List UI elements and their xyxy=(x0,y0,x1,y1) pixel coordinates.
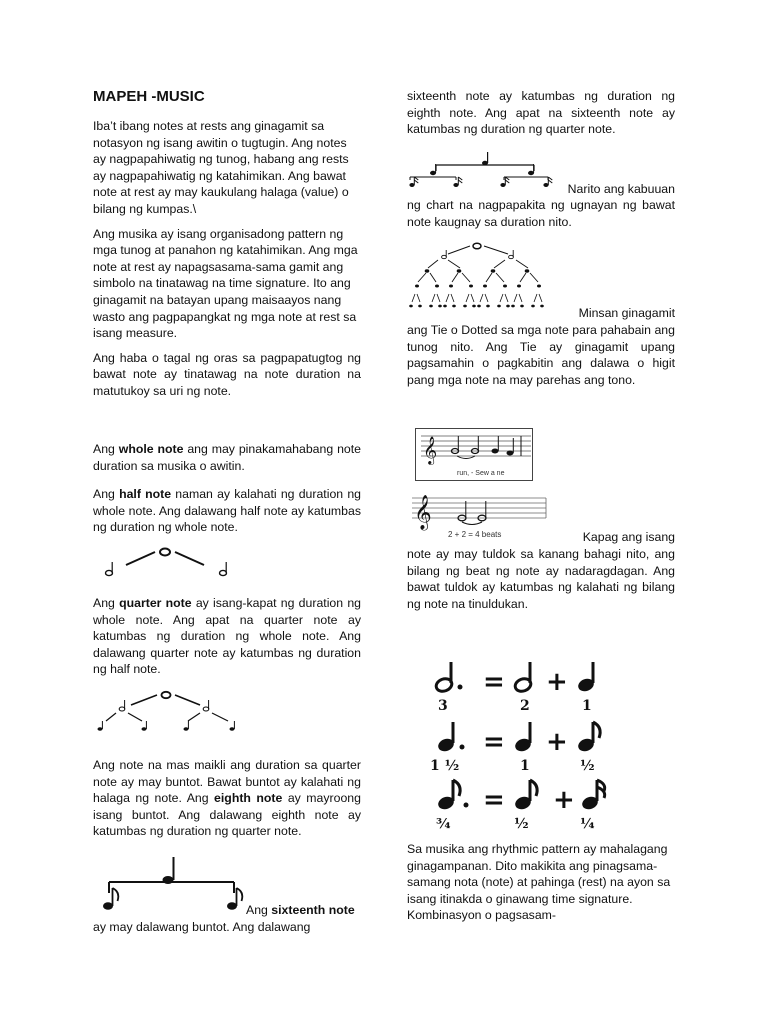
svg-text:𝄞: 𝄞 xyxy=(414,495,432,530)
beats-caption: 2 + 2 = 4 beats xyxy=(448,530,502,539)
sixteenth-note-intro: Ang sixteenth note xyxy=(246,903,355,917)
note-duration-tree-diagram xyxy=(408,240,558,315)
svg-text:+: + xyxy=(546,667,568,697)
half-note-paragraph: Ang half note naman ay kalahati ng duration ng whole note. Ang dalawang half note ay katumbas ng duration ng whole note. xyxy=(93,487,361,535)
eq3-value-a: ¾ xyxy=(436,816,451,832)
eq2-value-b: 1 xyxy=(520,758,530,774)
svg-text:+: + xyxy=(546,727,568,757)
dotted-note-paragraph: note ay may tuldok sa kanang bahagi nito, ang bilang ng beat ng note ay nadaragdagan. Ang bawat tuldok ay katumbas ng kalahati ng bilang ng note na tinuldukan. xyxy=(407,547,675,611)
tie-staff-figure xyxy=(415,428,535,482)
equation-dotted-half xyxy=(434,662,595,714)
intro-paragraph: Iba’t ibang notes at rests ang ginagamit sa notasyon ng isang awitin o tugtugin. Ang notes ay nagpapahiwatig ng tunog, habang ang rests ay nagpapahiwatig ng katahimikan. Ang bawat note at rest ay may kaukulang halaga (value) o bilang ng kumpas.\ xyxy=(93,119,349,216)
eq1-value-b: 2 xyxy=(520,698,530,714)
svg-text:+: + xyxy=(553,785,575,815)
sixteenth-note-paragraph: ay may dalawang buntot. Ang dalawang xyxy=(93,920,311,934)
eq1-value-a: 3 xyxy=(438,698,448,714)
svg-text:=: = xyxy=(483,727,505,757)
note-duration-paragraph: Ang haba o tagal ng oras sa pagpapatugtog ng bawat note ay tinatawag na note duration na matutukoy sa uri ng note. xyxy=(93,350,361,398)
beats-staff-figure xyxy=(410,488,550,540)
quarter-eighth-note-diagram xyxy=(96,855,246,915)
tie-intro-text: Minsan ginagamit xyxy=(578,306,675,320)
equation-dotted-quarter xyxy=(430,722,600,774)
eighth-sixteenth-note-diagram xyxy=(408,150,558,192)
rhythmic-pattern-paragraph: Sa musika ang rhythmic pattern ay mahalagang ginagampanan. Dito makikita ang pinagsama-samang nota (note) at pahinga (rest) na ayon sa isang itinakda o ginawang time signature. Kombinasyon o pagsasam- xyxy=(407,842,671,923)
eq2-value-c: ½ xyxy=(580,758,595,774)
whole-quarter-note-diagram xyxy=(96,688,246,736)
equation-dotted-eighth xyxy=(436,780,605,832)
dotted-intro-text: Kapag ang isang xyxy=(582,530,675,544)
chart-description-paragraph: ng chart na nagpapakita ng ugnayan ng bawat note kaugnay sa duration nito. xyxy=(407,198,675,229)
left-column xyxy=(93,88,361,400)
eighth-note-paragraph: Ang note na mas maikli ang duration sa quarter note ay may buntot. Bawat buntot ay kalahati ng halaga ng note. Ang eighth note ay mayroong isang buntot. Ang dalawang eighth note ay katumbas ng duration ng quarter note. xyxy=(93,758,361,839)
svg-text:𝄞: 𝄞 xyxy=(423,436,438,464)
eq3-value-c: ¼ xyxy=(580,816,595,832)
svg-text:=: = xyxy=(483,667,505,697)
lyric-text: run, - Sew a ne xyxy=(457,470,505,477)
eq1-value-c: 1 xyxy=(582,698,592,714)
quarter-note-paragraph: Ang quarter note ay isang-kapat ng duration ng whole note. Ang apat na quarter note ay katumbas ng duration ng whole note. Ang dalawang quarter note ay katumbas ng duration ng half note. xyxy=(93,596,361,677)
music-pattern-paragraph: Ang musika ay isang organisadong pattern ng mga tunog at panahon ng katahimikan. Ang mga note at rest ay napagsasama-sama gamit ang simbolo na tinatawag na time signature. Ito ang ginagamit na batayan upang maisaayos nang wasto ang pagpapangkat ng mga note at rest sa isang measure. xyxy=(93,226,358,341)
page-title: MAPEH -MUSIC xyxy=(93,88,205,105)
whole-half-note-diagram xyxy=(95,543,245,583)
tie-dotted-paragraph: ang Tie o Dotted sa mga note para pahabain ang tunog nito. Ang Tie ay ginagamit upang pagsamahin o pagkabitin ang dalawa o higit pang mga note na may parehas ang tono. xyxy=(407,323,675,387)
eq2-value-a: 1 ½ xyxy=(430,758,460,774)
eq3-value-b: ½ xyxy=(514,816,529,832)
whole-note-paragraph: Ang whole note ang may pinakamahabang note duration sa musika o awitin. xyxy=(93,442,362,473)
chart-intro-text: Narito ang kabuuan xyxy=(567,182,675,196)
dotted-note-equations xyxy=(428,660,618,830)
svg-text:=: = xyxy=(483,785,505,815)
sixteenth-continuation-paragraph: sixteenth note ay katumbas ng duration ng eighth note. Ang apat na sixteenth note ay katumbas ng duration ng quarter note. xyxy=(407,89,675,137)
